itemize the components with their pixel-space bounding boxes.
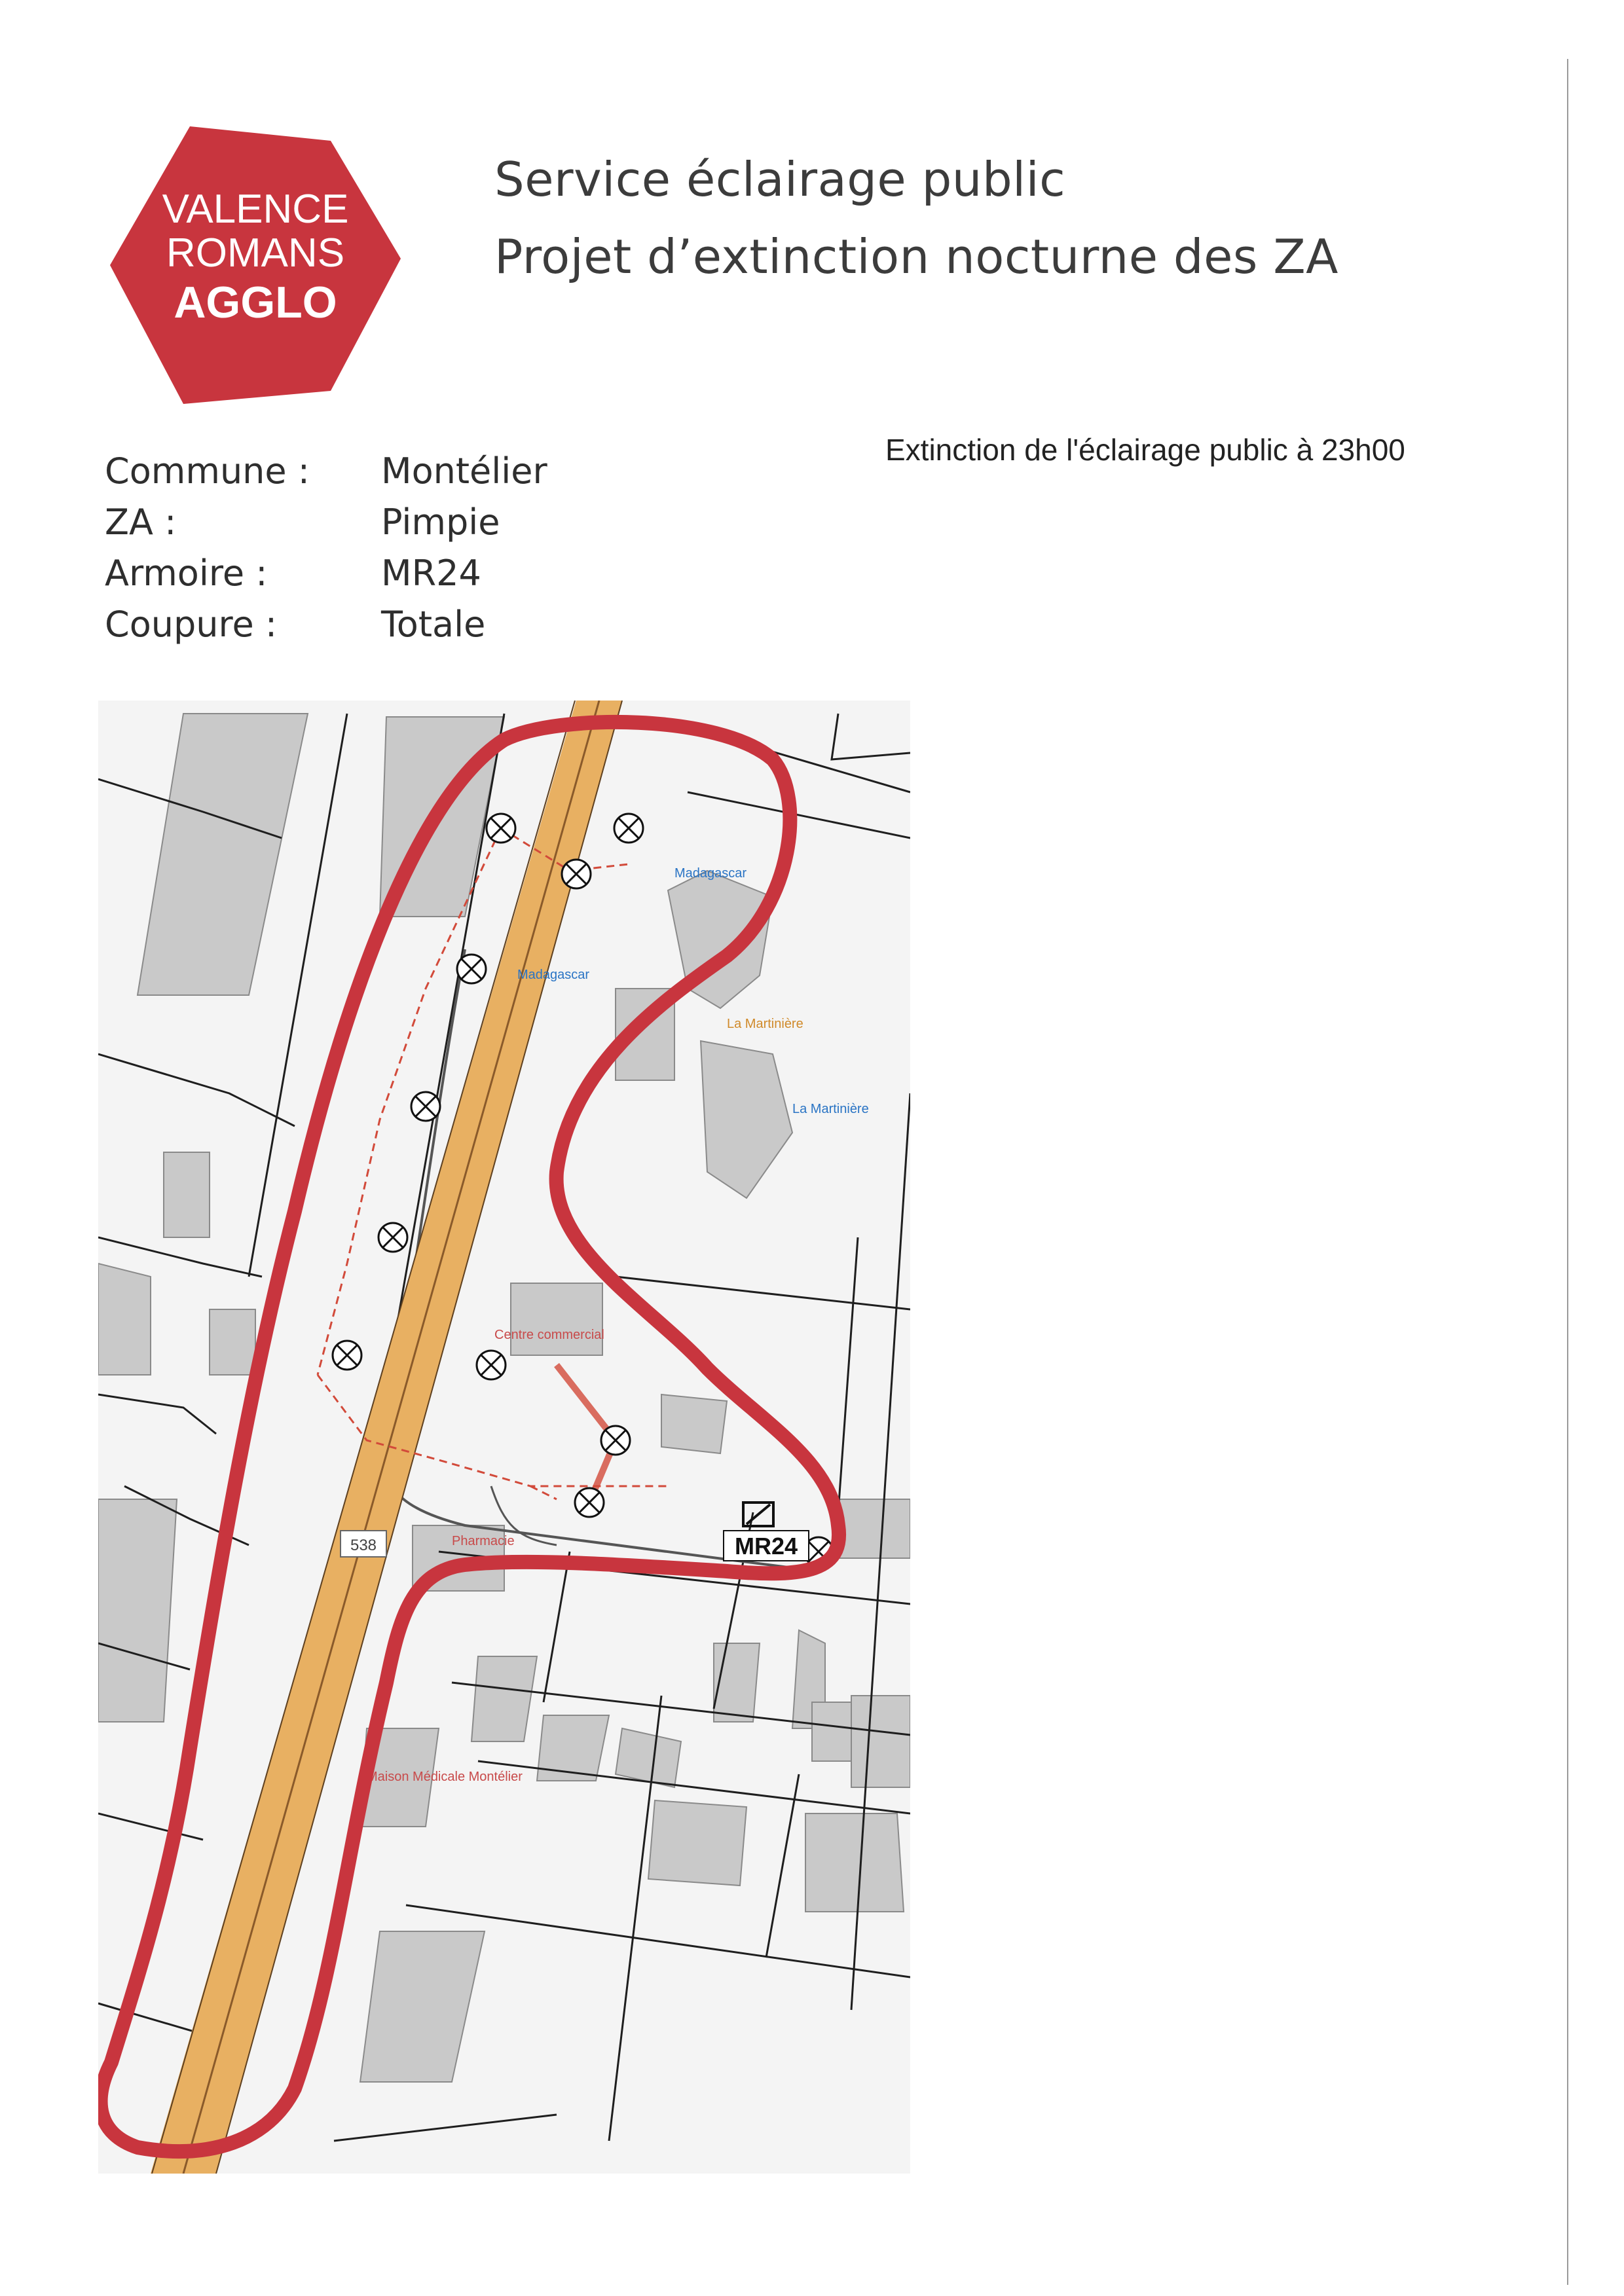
street-lamp-icon xyxy=(457,955,486,983)
logo-text-line3: AGGLO xyxy=(174,278,337,327)
info-value: Pimpie xyxy=(381,501,500,543)
road-label: 538 xyxy=(350,1537,377,1554)
info-value: MR24 xyxy=(381,552,481,594)
info-row-armoire xyxy=(105,547,547,598)
info-row-coupure xyxy=(105,598,547,649)
street-lamp-icon xyxy=(477,1351,506,1379)
street-lamp-icon xyxy=(333,1341,361,1370)
info-value: Totale xyxy=(381,603,486,645)
title-line-1: Service éclairage public xyxy=(494,152,1066,207)
logo-text-line1: VALENCE xyxy=(162,187,349,232)
street-lamp-icon xyxy=(614,814,643,843)
street-lamp-icon xyxy=(601,1426,630,1455)
poi-label: Pharmacie xyxy=(452,1534,515,1548)
info-value: Montélier xyxy=(381,450,547,492)
logo-text-line2: ROMANS xyxy=(166,230,345,276)
extinction-notice: Extinction de l'éclairage public à 23h00 xyxy=(885,433,1405,467)
page-title xyxy=(494,141,1338,295)
info-label: Commune : xyxy=(105,450,310,492)
poi-label: Centre commercial xyxy=(494,1328,604,1342)
info-row-commune xyxy=(105,445,547,496)
info-label: Armoire : xyxy=(105,552,268,594)
valence-romans-agglo-logo xyxy=(105,121,406,409)
poi-label: La Martinière xyxy=(727,1017,803,1031)
street-lamp-icon xyxy=(562,860,591,888)
info-row-za xyxy=(105,496,547,547)
poi-label: La Martinière xyxy=(792,1102,869,1116)
poi-label: Madagascar xyxy=(517,968,590,982)
poi-label: Maison Médicale Montélier xyxy=(367,1770,523,1784)
za-map xyxy=(98,701,910,2174)
info-label: ZA : xyxy=(105,501,177,543)
cabinet-label: MR24 xyxy=(734,1533,798,1559)
scan-margin-line xyxy=(1567,59,1568,2285)
street-lamp-icon xyxy=(411,1092,440,1121)
info-table xyxy=(105,445,547,649)
street-lamp-icon xyxy=(378,1223,407,1252)
title-line-2: Projet d’extinction nocturne des ZA xyxy=(494,229,1338,284)
street-lamp-icon xyxy=(575,1488,604,1517)
poi-label: Madagascar xyxy=(674,866,747,881)
street-lamp-icon xyxy=(487,814,515,843)
info-label: Coupure : xyxy=(105,603,278,645)
